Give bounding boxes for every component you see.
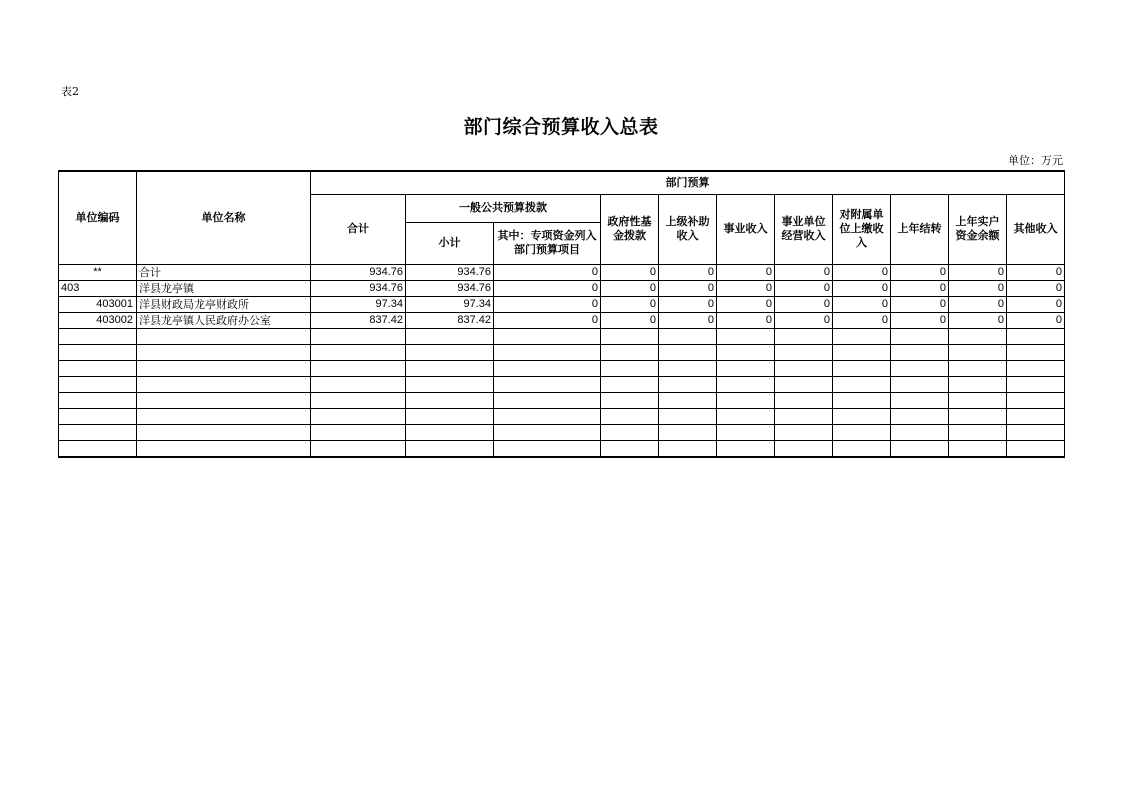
superior-subsidy-cell: 0 <box>659 312 717 328</box>
header-total: 合计 <box>311 194 406 264</box>
carryover-cell: 0 <box>891 280 949 296</box>
special-project-cell: 0 <box>494 296 601 312</box>
table-row <box>59 280 1065 296</box>
affiliated-income-cell: 0 <box>833 296 891 312</box>
empty-row <box>59 376 1065 392</box>
table-row <box>59 264 1065 280</box>
balance-cell: 0 <box>949 296 1007 312</box>
unit-name-cell: 洋县龙亭镇 <box>137 280 311 296</box>
other-income-cell: 0 <box>1007 280 1065 296</box>
affiliated-income-cell: 0 <box>833 264 891 280</box>
unit-name-cell: 洋县龙亭镇人民政府办公室 <box>137 312 311 328</box>
subtotal-cell: 837.42 <box>406 312 494 328</box>
carryover-cell: 0 <box>891 264 949 280</box>
empty-row <box>59 360 1065 376</box>
balance-cell: 0 <box>949 264 1007 280</box>
header-unit-name: 单位名称 <box>137 171 311 264</box>
superior-subsidy-cell: 0 <box>659 280 717 296</box>
header-unit-code: 单位编码 <box>59 171 137 264</box>
unit-name-cell: 合计 <box>137 264 311 280</box>
business-operation-cell: 0 <box>775 312 833 328</box>
header-business-operation: 事业单位经营收入 <box>775 194 833 264</box>
subtotal-cell: 97.34 <box>406 296 494 312</box>
empty-row <box>59 424 1065 440</box>
empty-row <box>59 328 1065 344</box>
other-income-cell: 0 <box>1007 264 1065 280</box>
header-dept-budget: 部门预算 <box>311 171 1065 194</box>
business-operation-cell: 0 <box>775 296 833 312</box>
unit-code-cell: 403 <box>59 280 137 296</box>
header-last-year-carryover: 上年结转 <box>891 194 949 264</box>
empty-row <box>59 392 1065 408</box>
gov-fund-cell: 0 <box>601 280 659 296</box>
business-operation-cell: 0 <box>775 280 833 296</box>
header-business-income: 事业收入 <box>717 194 775 264</box>
carryover-cell: 0 <box>891 296 949 312</box>
empty-row <box>59 408 1065 424</box>
business-operation-cell: 0 <box>775 264 833 280</box>
budget-income-table <box>58 170 1065 458</box>
header-affiliated-income: 对附属单位上缴收入 <box>833 194 891 264</box>
business-income-cell: 0 <box>717 264 775 280</box>
table-row <box>59 296 1065 312</box>
header-special-project: 其中：专项资金列入部门预算项目 <box>494 222 601 264</box>
superior-subsidy-cell: 0 <box>659 296 717 312</box>
business-income-cell: 0 <box>717 280 775 296</box>
business-income-cell: 0 <box>717 296 775 312</box>
affiliated-income-cell: 0 <box>833 280 891 296</box>
unit-note: 单位：万元 <box>1008 154 1063 167</box>
header-general-public-budget: 一般公共预算拨款 <box>406 194 601 222</box>
total-cell: 934.76 <box>311 280 406 296</box>
unit-code-cell: 403001 <box>59 296 137 312</box>
table-row <box>59 312 1065 328</box>
other-income-cell: 0 <box>1007 312 1065 328</box>
header-superior-subsidy: 上级补助收入 <box>659 194 717 264</box>
other-income-cell: 0 <box>1007 296 1065 312</box>
subtotal-cell: 934.76 <box>406 264 494 280</box>
table-number: 表2 <box>61 85 79 98</box>
total-cell: 837.42 <box>311 312 406 328</box>
business-income-cell: 0 <box>717 312 775 328</box>
balance-cell: 0 <box>949 280 1007 296</box>
unit-code-cell: 403002 <box>59 312 137 328</box>
subtotal-cell: 934.76 <box>406 280 494 296</box>
special-project-cell: 0 <box>494 280 601 296</box>
total-cell: 97.34 <box>311 296 406 312</box>
special-project-cell: 0 <box>494 312 601 328</box>
empty-row <box>59 440 1065 457</box>
affiliated-income-cell: 0 <box>833 312 891 328</box>
unit-code-cell: ** <box>59 264 137 280</box>
total-cell: 934.76 <box>311 264 406 280</box>
gov-fund-cell: 0 <box>601 296 659 312</box>
header-other-income: 其他收入 <box>1007 194 1065 264</box>
gov-fund-cell: 0 <box>601 264 659 280</box>
header-gov-fund: 政府性基金拨款 <box>601 194 659 264</box>
page-title: 部门综合预算收入总表 <box>463 116 659 138</box>
superior-subsidy-cell: 0 <box>659 264 717 280</box>
special-project-cell: 0 <box>494 264 601 280</box>
header-subtotal: 小计 <box>406 222 494 264</box>
carryover-cell: 0 <box>891 312 949 328</box>
balance-cell: 0 <box>949 312 1007 328</box>
gov-fund-cell: 0 <box>601 312 659 328</box>
empty-row <box>59 344 1065 360</box>
header-last-year-balance: 上年实户资金余额 <box>949 194 1007 264</box>
unit-name-cell: 洋县财政局龙亭财政所 <box>137 296 311 312</box>
